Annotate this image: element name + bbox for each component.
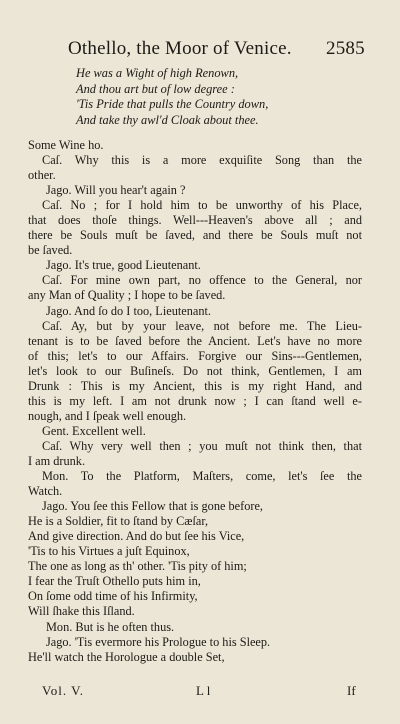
text-line: Mon. But is he often thus. [46,619,175,634]
text-line: Jago. It's true, good Lieutenant. [46,258,201,273]
verse-line: He was a Wight of high Renown, [76,66,239,80]
text-line: Jago. And ſo do I too, Lieutenant. [46,303,211,318]
text-line: Mon. To the Platform, Maſters, come, let's ſee the [42,469,362,484]
text-line: of this; let's to our Affairs. Forgive our Sins---Gentlemen, [28,348,362,363]
text-line: this is my left. I am not drunk now ; I can ſtand well e- [28,393,362,408]
volume-signature: Vol. V. [42,683,85,698]
text-line: Jago. Will you hear't again ? [46,183,186,198]
running-title: Othello, the Moor of Venice. [68,38,292,59]
page-number: 2585 [326,38,365,59]
page-footer [0,683,400,701]
text-line: Jago. You ſee this Fellow that is gone before, [42,499,263,514]
verse-line: And thou art but of low degree : [76,81,235,96]
text-line: nough, and I ſpeak well enough. [28,408,187,423]
text-line: 'Tis to his Virtues a juſt Equinox, [28,544,190,559]
text-line: Drunk : This is my Ancient, this is my right Hand, and [28,378,362,393]
text-line: any Man of Quality ; I hope to be ſaved. [28,288,226,303]
text-line: Gent. Excellent well. [42,423,146,438]
text-line: other. [28,168,56,183]
text-line: Caſ. Ay, but by your leave, not before me. The Lieu- [42,318,362,333]
text-line: Caſ. For mine own part, no offence to the General, nor [42,273,362,288]
text-line: tenant is to be ſaved before the Ancient. Let's have no more [28,333,362,348]
text-line: Caſ. Why this is a more exquiſite Song than the [42,153,362,168]
text-line: Watch. [28,484,63,499]
signature-mark: L l [196,683,211,698]
text-line: Will ſhake this Iſland. [28,604,135,619]
verse-line: And take thy awl'd Cloak about thee. [76,112,259,127]
play-text [28,138,362,665]
text-line: Caſ. Why very well then ; you muſt not think then, that [42,438,362,453]
running-header [0,38,400,62]
text-line: Caſ. No ; for I hold him to be unworthy of his Place, [42,198,362,213]
text-line: Some Wine ho. [28,138,104,152]
text-line: He is a Soldier, fit to ſtand by Cæſar, [28,514,209,529]
text-line: I am drunk. [28,453,86,468]
text-line: On ſome odd time of his Infirmity, [28,589,198,604]
text-line: The one as long as th' other. 'Tis pity of him; [28,559,247,574]
verse-line: 'Tis Pride that pulls the Country down, [76,97,269,111]
text-line: be ſaved. [28,243,73,258]
text-line: He'll watch the Horologue a double Set, [28,649,225,664]
text-line: let's look to our Buſineſs. Do not think, Gentlemen, I am [28,363,362,378]
catchword: If [347,683,356,698]
text-line: I fear the Truſt Othello puts him in, [28,574,201,589]
song-verse [76,66,376,128]
text-line: And give direction. And do but ſee his Vice, [28,529,245,544]
text-line: Jago. 'Tis evermore his Prologue to his Sleep. [46,634,271,649]
text-line: there be Souls muſt be ſaved, and there be Souls muſt not [28,228,362,243]
text-line: that does thoſe things. Well---Heaven's above all ; and [28,213,362,228]
